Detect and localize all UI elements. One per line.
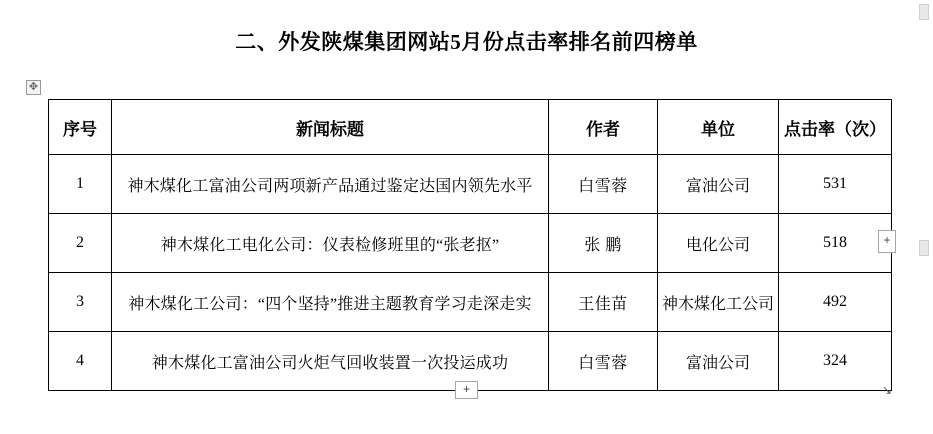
table-resize-handle-icon[interactable]: ↘ bbox=[881, 383, 893, 397]
cell-unit: 电化公司 bbox=[658, 214, 779, 273]
scrollbar-thumb-top[interactable] bbox=[919, 4, 929, 20]
cell-news-title: 神木煤化工公司：“四个坚持”推进主题教育学习走深走实 bbox=[112, 273, 549, 332]
cell-hits: 324 bbox=[779, 332, 892, 391]
cell-hits: 531 bbox=[779, 155, 892, 214]
cell-index: 4 bbox=[49, 332, 112, 391]
table-row bbox=[49, 155, 892, 214]
page-title: 二、外发陕煤集团网站5月份点击率排名前四榜单 bbox=[235, 30, 698, 54]
cell-author: 张 鹏 bbox=[549, 214, 658, 273]
cell-unit: 富油公司 bbox=[658, 332, 779, 391]
cell-news-title: 神木煤化工富油公司火炬气回收装置一次投运成功 bbox=[112, 332, 549, 391]
cell-unit: 富油公司 bbox=[658, 155, 779, 214]
cell-unit: 神木煤化工公司 bbox=[658, 273, 779, 332]
cell-index: 1 bbox=[49, 155, 112, 214]
cell-author: 白雪蓉 bbox=[549, 155, 658, 214]
header-hits: 点击率（次） bbox=[779, 100, 892, 155]
add-column-button[interactable]: + bbox=[878, 230, 896, 253]
cell-index: 3 bbox=[49, 273, 112, 332]
cell-author: 王佳苗 bbox=[549, 273, 658, 332]
header-unit: 单位 bbox=[658, 100, 779, 155]
header-author: 作者 bbox=[549, 100, 658, 155]
table-header-row bbox=[49, 100, 892, 155]
table-row bbox=[49, 273, 892, 332]
cell-author: 白雪蓉 bbox=[549, 332, 658, 391]
add-row-button[interactable]: + bbox=[455, 381, 478, 399]
cell-hits: 492 bbox=[779, 273, 892, 332]
header-index: 序号 bbox=[49, 100, 112, 155]
table-move-handle-icon[interactable]: ✥ bbox=[26, 80, 41, 95]
scrollbar-thumb-bottom[interactable] bbox=[919, 240, 929, 256]
news-ranking-table-wrapper bbox=[48, 99, 886, 391]
cell-news-title: 神木煤化工电化公司：仪表检修班里的“张老抠” bbox=[112, 214, 549, 273]
cell-news-title: 神木煤化工富油公司两项新产品通过鉴定达国内领先水平 bbox=[112, 155, 549, 214]
header-news-title: 新闻标题 bbox=[112, 100, 549, 155]
cell-index: 2 bbox=[49, 214, 112, 273]
table-row bbox=[49, 214, 892, 273]
cell-hits: 518 bbox=[779, 214, 892, 273]
news-ranking-table bbox=[48, 99, 892, 391]
